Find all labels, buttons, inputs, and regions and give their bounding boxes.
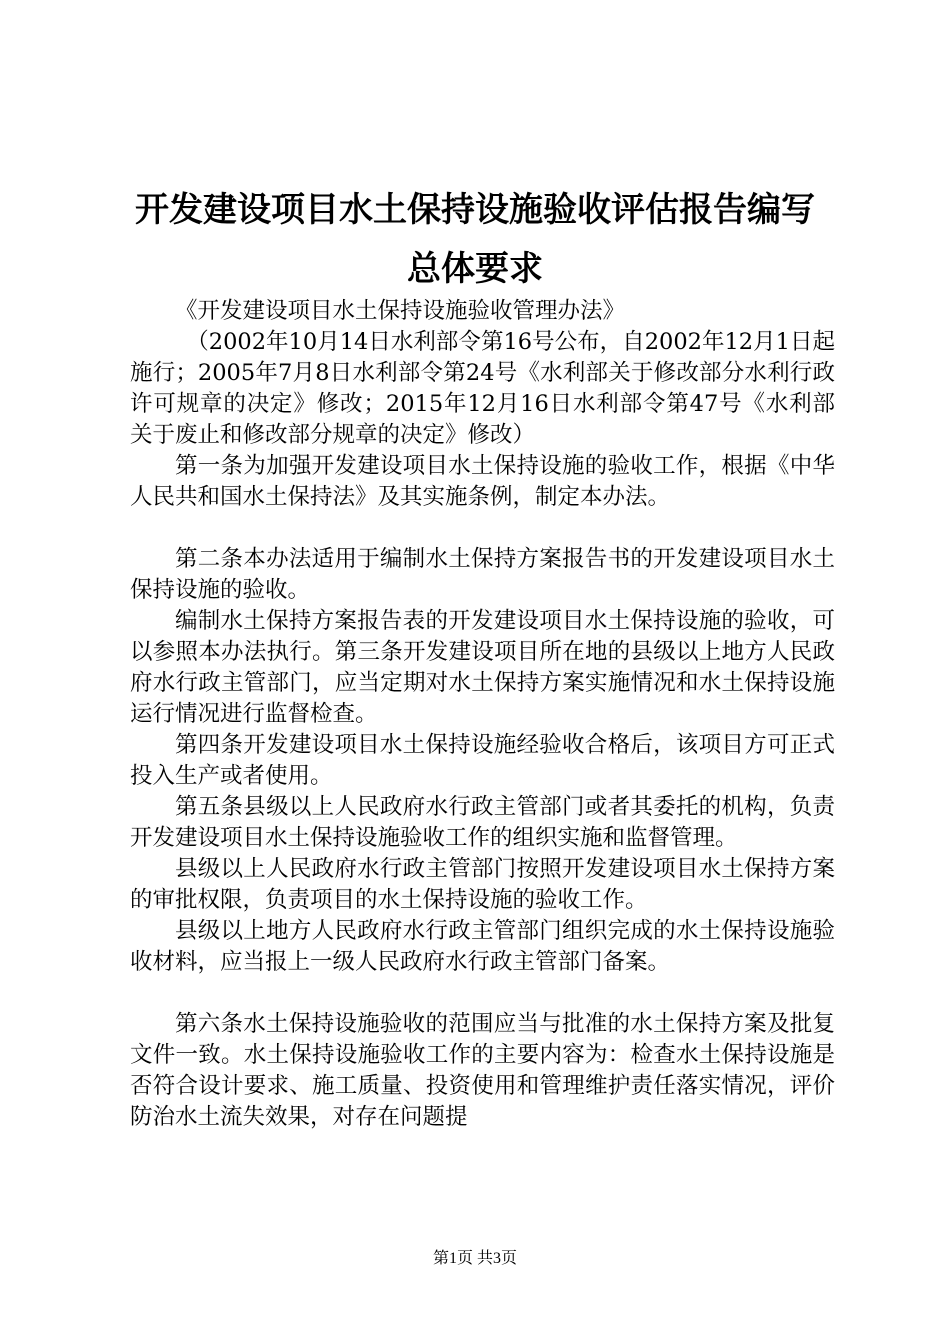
law-title: 《开发建设项目水土保持设施验收管理办法》 xyxy=(175,298,626,324)
paragraph-article-5: 第五条县级以上人民政府水行政主管部门或者其委托的机构，负责开发建设项目水土保持设施验收工作的组织实施和监督管理。 xyxy=(130,794,835,851)
paragraph-article-5-b: 县级以上人民政府水行政主管部门按照开发建设项目水土保持方案的审批权限，负责项目的水土保持设施的验收工作。 xyxy=(130,856,835,913)
paragraph-article-1: 第一条为加强开发建设项目水土保持设施的验收工作，根据《中华人民共和国水土保持法》及其实施条例，制定本办法。 xyxy=(130,453,835,510)
paragraph-article-2: 第二条本办法适用于编制水土保持方案报告书的开发建设项目水土保持设施的验收。 xyxy=(130,546,835,603)
document-title-line-2: 总体要求 xyxy=(407,249,543,289)
paragraph-article-6: 第六条水土保持设施验收的范围应当与批准的水土保持方案及批复文件一致。水土保持设施验收工作的主要内容为：检查水土保持设施是否符合设计要求、施工质量、投资使用和管理维护责任落实情况，评价防治水土流失效果，对存在问题提 xyxy=(130,1011,835,1130)
document-title-line-1: 开发建设项目水土保持设施验收评估报告编写 xyxy=(135,190,815,230)
paragraph-article-4: 第四条开发建设项目水土保持设施经验收合格后，该项目方可正式投入生产或者使用。 xyxy=(130,732,835,789)
document-body xyxy=(130,296,835,1133)
source-note: （2002年10月14日水利部令第16号公布，自2002年12月1日起施行；2005年7月8日水利部令第24号《水利部关于修改部分水利行政许可规章的决定》修改；2015年12月16日水利部令第47号《水利部关于废止和修改部分规章的决定》修改） xyxy=(130,329,835,448)
page-number-footer: 第1页 共3页 xyxy=(432,1250,517,1267)
paragraph-article-5-c: 县级以上地方人民政府水行政主管部门组织完成的水土保持设施验收材料，应当报上一级人民政府水行政主管部门备案。 xyxy=(130,918,835,975)
paragraph-article-2-b: 编制水土保持方案报告表的开发建设项目水土保持设施的验收，可以参照本办法执行。第三条开发建设项目所在地的县级以上地方人民政府水行政主管部门，应当定期对水土保持方案实施情况和水土保持设施运行情况进行监督检查。 xyxy=(130,608,835,727)
paragraph-spacer xyxy=(130,513,835,544)
paragraph-spacer xyxy=(130,978,835,1009)
